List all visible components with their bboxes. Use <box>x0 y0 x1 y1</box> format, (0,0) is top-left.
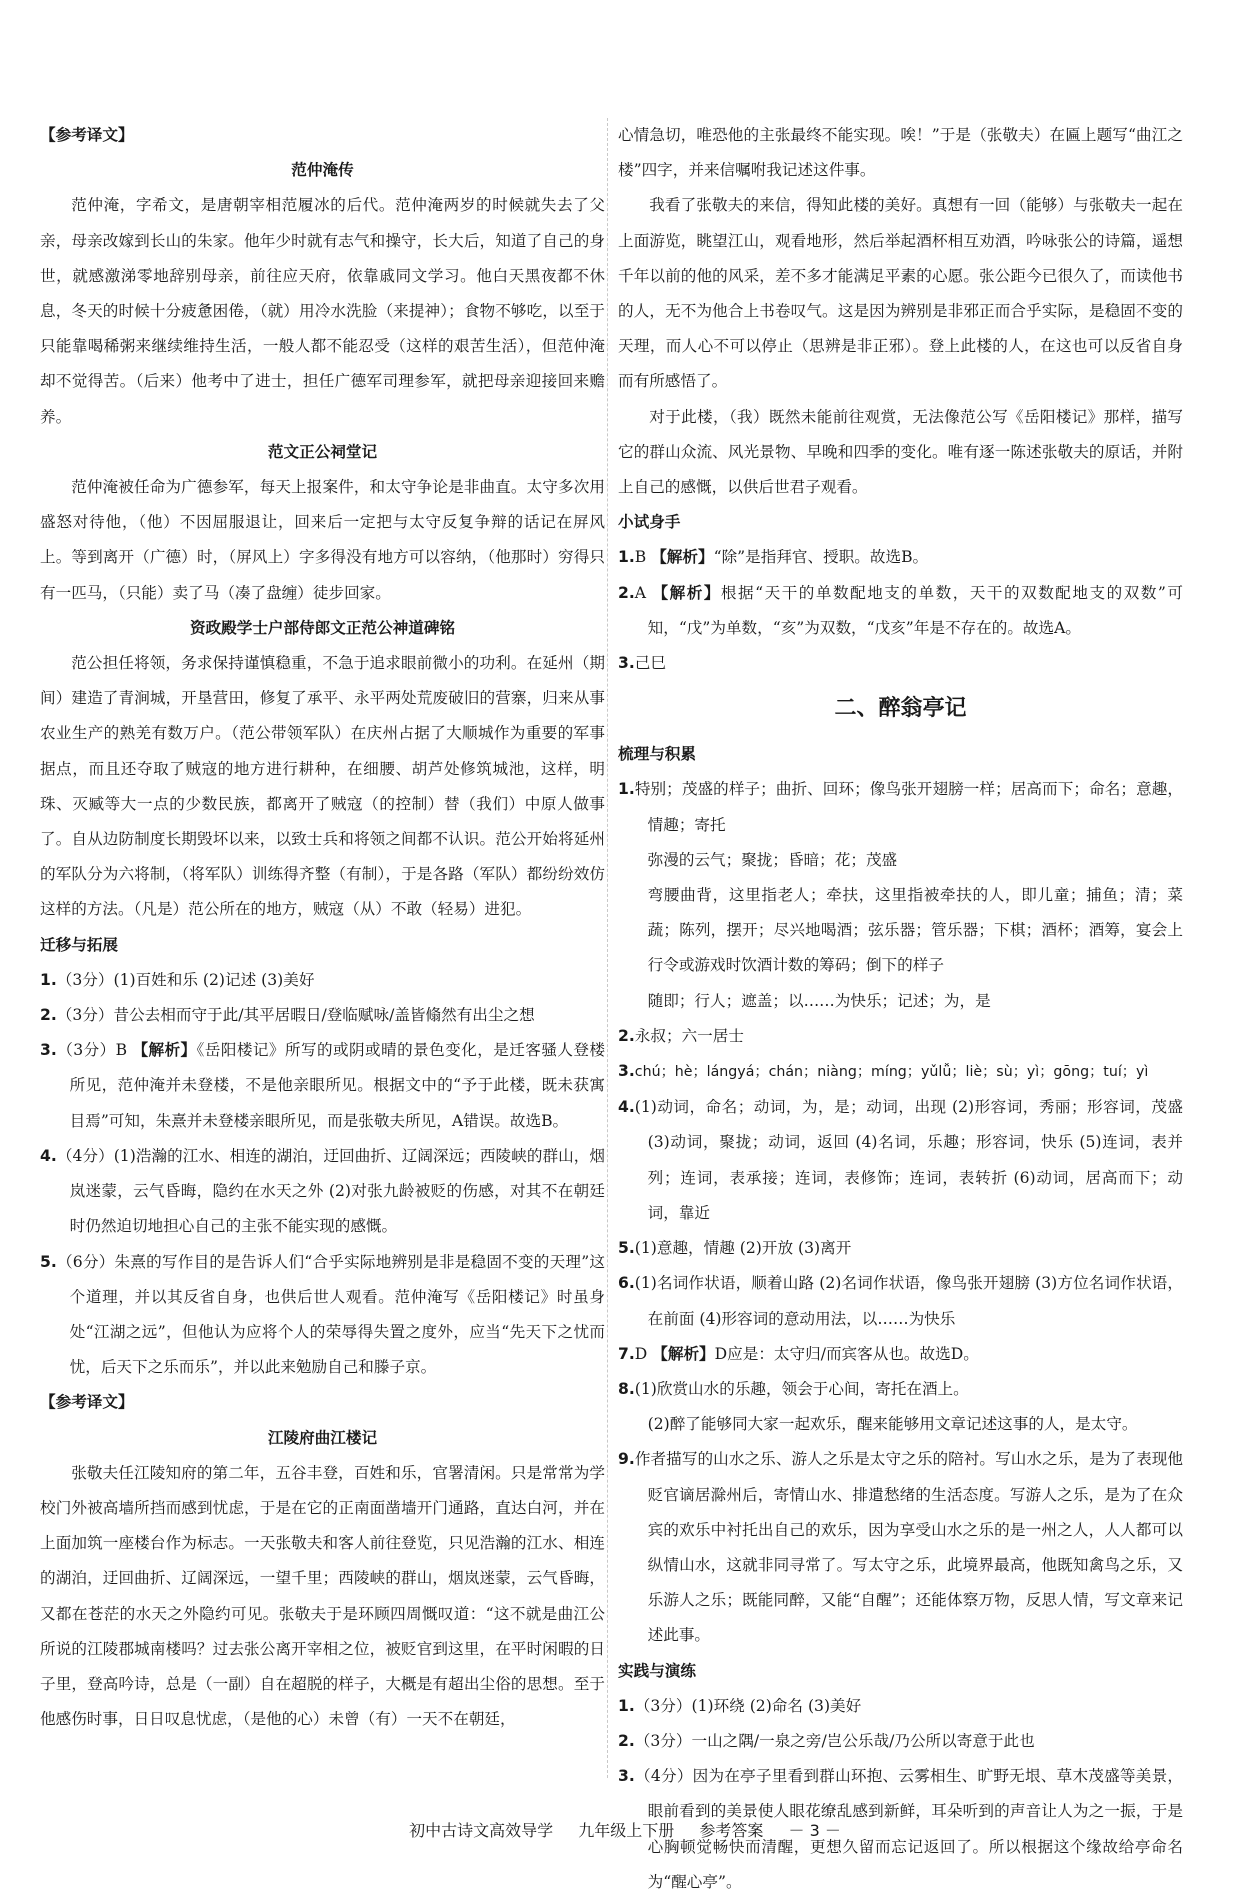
item-number: 6. <box>618 1274 635 1293</box>
item-number: 1. <box>618 780 635 799</box>
book-title: 初中古诗文高效导学 <box>409 1821 554 1840</box>
item-number: 3. <box>618 654 635 673</box>
item-number: 1. <box>40 970 57 989</box>
translation-title: 范文正公祠堂记 <box>267 442 378 461</box>
answer-item <box>618 576 1183 646</box>
section-heading: 梳理与积累 <box>618 745 696 764</box>
column-divider <box>607 118 608 1778</box>
section-heading: 迁移与拓展 <box>40 935 118 954</box>
analysis-text: “除”是指拜官、授职。故选B。 <box>713 548 929 567</box>
chapter-title: 二、醉翁亭记 <box>834 696 967 722</box>
reference-translation-label: 【参考译文】 <box>40 126 134 144</box>
answer-item <box>618 1337 1183 1372</box>
item-number: 1. <box>618 548 635 567</box>
section-label: 参考答案 <box>699 1821 764 1840</box>
answer-text: (1)名词作状语，顺着山路 (2)名词作状语，像鸟张开翅膀 (3)方位名词作状语，在前面 (4)形容词的意动用法，以……为快乐 <box>634 1274 1183 1328</box>
translation-paragraph: 范仲淹被任命为广德参军，每天上报案件，和太守争论是非曲直。太守多次用盛怒对待他，（他）不因屈服退让，回来后一定把与太守反复争辩的话记在屏风上。等到离开（广德）时，（屏风上）字多得没有地方可以容纳，（他那时）穷得只有一匹马，（只能）卖了马（凑了盘缠）徒步回家。 <box>40 478 605 602</box>
translation-paragraph: 我看了张敬夫的来信，得知此楼的美好。真想有一回（能够）与张敬夫一起在上面游览，眺望江山，观看地形，然后举起酒杯相互劝酒，吟咏张公的诗篇，遥想千年以前的他的风采，差不多才能满足平素的心愿。张公距今已很久了，而读他书的人，无不为他合上书卷叹气。这是因为辨别是非邪正而合乎实际，是稳固不变的天理，而人心不可以停止（思辨是非正邪）。登上此楼的人，在这也可以反省自身而有所感悟了。 <box>618 196 1183 391</box>
section-heading: 小试身手 <box>618 513 681 532</box>
answer-item <box>618 1231 1183 1266</box>
analysis-text: 根据“天干的单数配地支的单数，天干的双数配地支的双数”可知，“戊”为单数，“亥”为双数，“戊亥”年是不存在的。故选A。 <box>647 583 1183 637</box>
answer-text: (1)欣赏山水的乐趣，领会于心间，寄托在酒上。 <box>634 1379 969 1398</box>
answer-text: A <box>634 583 653 602</box>
translation-paragraph: 范仲淹，字希文，是唐朝宰相范履冰的后代。范仲淹两岁的时候就失去了父亲，母亲改嫁到长山的朱家。他年少时就有志气和操守，长大后，知道了自己的身世，就感激涕零地辞别母亲，前往应天府，依靠戚同文学习。他白天黑夜都不休息，冬天的时候十分疲惫困倦，（就）用冷水洗脸（来提神）；食物不够吃，以至于只能靠喝稀粥来继续维持生活，一般人都不能忍受（这样的艰苦生活），但范仲淹却不觉得苦。（后来）他考中了进士，担任广德军司理参军，就把母亲迎接回来赡养。 <box>40 196 605 426</box>
translation-paragraph: 对于此楼，（我）既然未能前往观赏，无法像范公写《岳阳楼记》那样，描写它的群山众流、风光景物、早晚和四季的变化。唯有逐一陈述张敬夫的原话，并附上自己的感慨，以供后世君子观看。 <box>618 407 1183 497</box>
answer-text: B <box>634 548 652 567</box>
answer-item <box>618 1442 1183 1653</box>
answer-text: 永叔；六一居士 <box>634 1026 744 1045</box>
answer-text: 作者描写的山水之乐、游人之乐是太守之乐的陪衬。写山水之乐，是为了表现他贬官谪居滁州后，寄情山水、排遣愁绪的生活态度。写游人之乐，是为了在众宾的欢乐中衬托出自己的欢乐，因为享受山水之乐的是一州之人，人人都可以纵情山水，这就非同寻常了。写太守之乐，此境界最高，他既知禽鸟之乐，又乐游人之乐；既能同醉，又能“自醒”；还能体察万物，反思人情，写文章来记述此事。 <box>634 1450 1183 1645</box>
answer-text: （3分）(1)百姓和乐 (2)记述 (3)美好 <box>56 970 315 989</box>
answer-subline: (2)醉了能够同大家一起欢乐，醒来能够用文章记述这事的人，是太守。 <box>647 1415 1138 1434</box>
grade-label: 九年级上下册 <box>578 1821 675 1840</box>
analysis-label: 【解析】 <box>652 583 721 602</box>
answer-text: D <box>634 1344 653 1363</box>
answer-text: （6分）朱熹的写作目的是告诉人们“合乎实际地辨别是非是稳固不变的天理”这个道理，并以其反省自身，也供后世人观看。范仲淹写《岳阳楼记》时虽身处“江湖之远”，但他认为应将个人的荣辱得失置之度外，应当“先天下之忧而忧，后天下之乐而乐”，并以此来勉励自己和滕子京。 <box>56 1252 605 1377</box>
translation-title: 范仲淹传 <box>291 161 354 180</box>
answer-item <box>618 1689 1183 1724</box>
answer-item <box>40 1139 605 1245</box>
answer-text: （3分）昔公去相而守于此/其平居暇日/登临赋咏/盖皆翛然有出尘之想 <box>56 1006 535 1025</box>
left-column <box>40 118 605 1737</box>
item-number: 2. <box>618 583 635 602</box>
answer-item <box>618 646 1183 681</box>
item-number: 2. <box>618 1731 635 1750</box>
item-number: 2. <box>40 1006 57 1025</box>
answer-text: （3分）(1)环绕 (2)命名 (3)美好 <box>634 1696 862 1715</box>
item-number: 3. <box>40 1041 57 1060</box>
item-number: 2. <box>618 1026 635 1045</box>
answer-subline: 弥漫的云气；聚拢；昏暗；花；茂盛 <box>647 850 898 869</box>
reference-translation-label: 【参考译文】 <box>40 1393 134 1412</box>
analysis-text: D应是：太守归/而宾客从也。故选D。 <box>714 1344 979 1363</box>
translation-title: 资政殿学士户部侍郎文正范公神道碑铭 <box>189 618 456 637</box>
answer-item <box>40 1033 605 1139</box>
translation-paragraph: 心情急切，唯恐他的主张最终不能实现。唉！”于是（张敬夫）在匾上题写“曲江之楼”四字，并来信嘱咐我记述这件事。 <box>618 126 1183 180</box>
item-number: 5. <box>40 1252 57 1271</box>
answer-item <box>618 772 1183 842</box>
answer-text: 己巳 <box>634 654 666 673</box>
analysis-text: 《岳阳楼记》所写的或阴或晴的景色变化，是迁客骚人登楼所见，范仲淹并未登楼，不是他亲眼所见。根据文中的“予于此楼，既未获寓目焉”可知，朱熹并未登楼亲眼所见，而是张敬夫所见，A错误。故选B。 <box>69 1041 605 1130</box>
item-number: 9. <box>618 1450 635 1469</box>
answer-text: (1)意趣，情趣 (2)开放 (3)离开 <box>634 1239 852 1258</box>
translation-title: 江陵府曲江楼记 <box>267 1428 378 1447</box>
item-number: 8. <box>618 1379 635 1398</box>
pinyin-answer: chú；hè；lángyá；chán；niàng；míng；yǔlǚ；liè；sù；yì；gōng；tuí；yì <box>634 1064 1149 1081</box>
section-heading: 实践与演练 <box>618 1661 696 1680</box>
item-number: 1. <box>618 1696 635 1715</box>
answer-text: 特别；茂盛的样子；曲折、回环；像鸟张开翅膀一样；居高而下；命名；意趣，情趣；寄托 <box>634 780 1183 834</box>
right-column <box>618 118 1183 1900</box>
answer-item <box>618 1372 1183 1407</box>
page-number: － 3 － <box>788 1821 841 1840</box>
answer-item <box>618 1019 1183 1054</box>
item-number: 3. <box>618 1767 635 1786</box>
page-footer <box>0 1818 1250 1841</box>
answer-subline: 随即；行人；遮盖；以……为快乐；记述；为，是 <box>647 991 991 1010</box>
item-number: 5. <box>618 1239 635 1258</box>
translation-paragraph: 张敬夫任江陵知府的第二年，五谷丰登，百姓和乐，官署清闲。只是常常为学校门外被高墙所挡而感到忧虑，于是在它的正南面凿墙开门通路，直达白河，并在上面加筑一座楼台作为标志。一天张敬夫和客人前往登览，只见浩瀚的江水、相连的湖泊，迂回曲折、辽阔深远，一望千里；西陵峡的群山，烟岚迷蒙，云气昏晦，又都在苍茫的水天之外隐约可见。张敬夫于是环顾四周慨叹道：“这不就是曲江公所说的江陵郡城南楼吗？过去张公离开宰相之位，被贬官到这里，在平时闲暇的日子里，登高吟诗，总是（一副）自在超脱的样子，大概是有超出尘俗的思想。至于他感伤时事，日日叹息忧虑，（是他的心）未曾（有）一天不在朝廷， <box>40 1463 605 1729</box>
answer-text: （3分）一山之隅/一泉之旁/岂公乐哉/乃公所以寄意于此也 <box>634 1731 1035 1750</box>
answer-item <box>40 1245 605 1386</box>
item-number: 3. <box>618 1062 635 1081</box>
answer-item <box>618 1054 1183 1090</box>
answer-item <box>618 1266 1183 1336</box>
item-number: 4. <box>618 1098 635 1117</box>
answer-text: （4分）(1)浩瀚的江水、相连的湖泊，迂回曲折、辽阔深远；西陵峡的群山，烟岚迷蒙，云气昏晦，隐约在水天之外 (2)对张九龄被贬的伤感，对其不在朝廷时仍然迫切地担心自己的主张不能实现的感慨。 <box>56 1146 605 1236</box>
answer-item <box>618 1090 1183 1231</box>
answer-item <box>40 998 605 1033</box>
answer-item <box>618 540 1183 575</box>
answer-subline: 弯腰曲背，这里指老人；牵扶，这里指被牵扶的人，即儿童；捕鱼；清；菜蔬；陈列，摆开；尽兴地喝酒；弦乐器；管乐器；下棋；酒杯；酒筹，宴会上行令或游戏时饮酒计数的筹码；倒下的样子 <box>647 886 1183 975</box>
analysis-label: 【解析】 <box>651 548 714 567</box>
answer-text: (1)动词，命名；动词，为，是；动词，出现 (2)形容词，秀丽；形容词，茂盛 (3)动词，聚拢；动词，返回 (4)名词，乐趣；形容词，快乐 (5)连词，表并列；连词，表承接；连词，表修饰；连词，表转折 (6)动词，居高而下；动词，靠近 <box>634 1098 1183 1222</box>
analysis-label: 【解析】 <box>132 1041 197 1060</box>
item-number: 7. <box>618 1344 635 1363</box>
answer-item <box>40 963 605 998</box>
translation-paragraph: 范公担任将领，务求保持谨慎稳重，不急于追求眼前微小的功利。在延州（期间）建造了青涧城，开垦营田，修复了承平、永平两处荒废破旧的营寨，归来从事农业生产的熟羌有数万户。（范公带领军队）在庆州占据了大顺城作为重要的军事据点，而且还夺取了贼寇的地方进行耕种，在细腰、胡芦处修筑城池，这样，明珠、灭臧等大一点的少数民族，都离开了贼寇（的控制）替（我们）中原人做事了。自从边防制度长期毁坏以来，以致士兵和将领之间都不认识。范公开始将延州的军队分为六将制，（将军队）训练得齐整（有制），于是各路（军队）都纷纷效仿这样的方法。（凡是）范公所在的地方，贼寇（从）不敢（轻易）进犯。 <box>40 654 605 919</box>
item-number: 4. <box>40 1146 57 1165</box>
answer-text: （4分）因为在亭子里看到群山环抱、云雾相生、旷野无垠、草木茂盛等美景，眼前看到的美景使人眼花缭乱感到新鲜，耳朵听到的声音让人为之一振，于是心胸顿觉畅快而清醒，更想久留而忘记返回了。所以根据这个缘故给亭命名为“醒心亭”。 <box>634 1767 1183 1891</box>
answer-item <box>618 1724 1183 1759</box>
answer-text: （3分）B <box>56 1041 133 1060</box>
analysis-label: 【解析】 <box>652 1344 715 1363</box>
